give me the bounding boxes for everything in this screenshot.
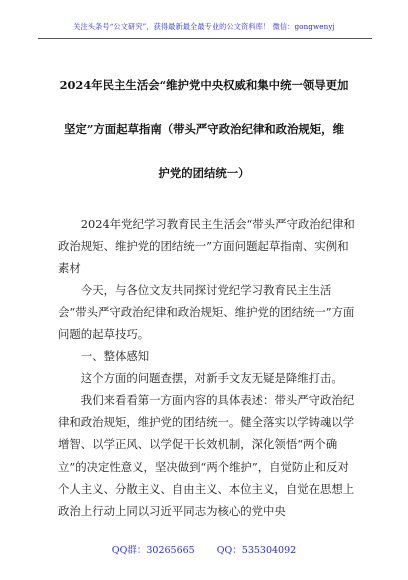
footer-contact [0,542,408,556]
paragraph-intro: 2024年党纪学习教育民主生活会“带头严守政治纪律和政治规矩、维护党的团结统一”方面问题起草指南、实例和素材 [58,217,355,276]
section-heading: 一、整体感知 [80,349,150,363]
footer-qq-group: QQ群：30265665 [111,545,195,556]
header-divider [38,38,372,39]
paragraph-detail: 我们来看看第一方面内容的具体表述：带头严守政治纪律和政治规矩，维护党的团结统一。健全落实以学铸魂以学增智、以学正风、以学促干长效机制，深化领悟“两个确立”的决定性意义，坚决做到“两个维护”，自觉防止和反对个人主义、分散主义、自由主义、本位主义，自觉在思想上政治上行动上同以习近平同志为核心的党中央 [58,393,355,519]
footer-qq-number: QQ：535304092 [216,545,297,556]
document-title-line-2: 坚定”方面起草指南（带头严守政治纪律和政治规矩，维 [64,122,344,136]
document-title-line-3: 护党的团结统一） [158,166,250,180]
paragraph-purpose: 今天，与各位文友共同探讨党纪学习教育民主生活会“带头严守政治纪律和政治规矩、维护党的团结统一”方面问题的起草技巧。 [58,283,355,342]
document-title-line-1: 2024年民主生活会“维护党中央权威和集中统一领导更加 [59,78,349,92]
paragraph-summary: 这个方面的问题查摆，对新手文友无疑是降维打击。 [80,371,343,385]
header-banner: 关注头条号“公文研究”，获得最新最全最专业的公文资料库！ 微信：gongwenyj [73,22,335,31]
